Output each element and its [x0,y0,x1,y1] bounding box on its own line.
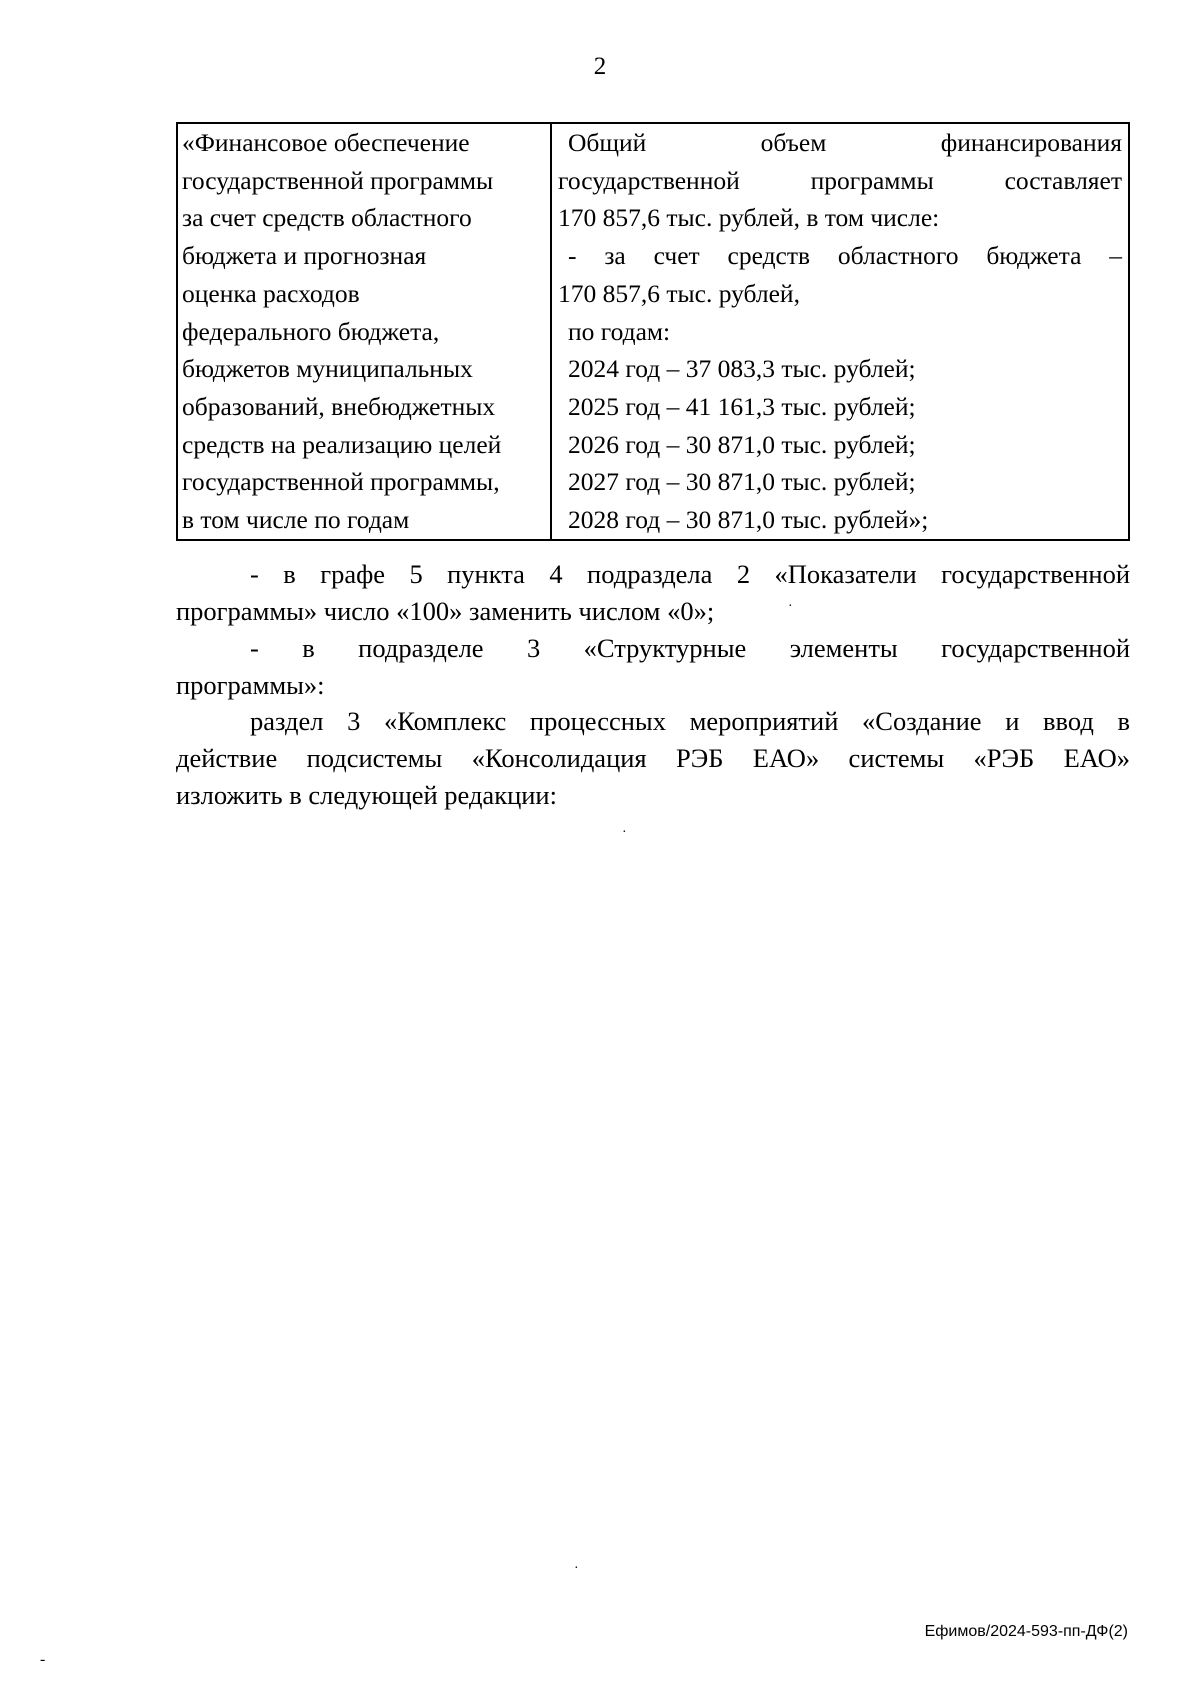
page-number: 2 [593,53,607,80]
amendment-paragraph-section [176,703,1130,814]
financing-table [176,122,1130,541]
label-line: государственной программы, [182,467,500,497]
label-line: государственной программы [182,165,494,195]
label-line: бюджетов муниципальных [182,354,473,384]
table-cell-label [177,123,551,540]
document-id: Ефимов/2024-593-пп-ДФ(2) [924,1623,1128,1640]
value-line: Общий объем финансирования [568,128,1122,157]
label-line: в том числе по годам [182,505,410,535]
value-line: 2024 год – 37 083,3 тыс. рублей; [568,354,916,384]
table-row [177,123,1129,540]
label-line: средств на реализацию целей [182,429,502,459]
value-line: 2025 год – 41 161,3 тыс. рублей; [568,391,916,421]
value-line: государственной программы составляет [558,165,1122,195]
scan-speck: · [788,599,793,614]
value-line: 170 857,6 тыс. рублей, [558,278,800,308]
value-line: 2027 год – 30 871,0 тыс. рублей; [568,467,916,497]
paragraph-line: изложить в следующей редакции: [176,780,557,810]
value-line: 170 857,6 тыс. рублей, в том числе: [558,203,940,233]
label-line: образований, внебюджетных [182,391,496,421]
scan-mark: - [40,1651,46,1668]
table-cell-value [551,123,1129,540]
label-line: за счет средств областного [182,203,472,233]
amendment-paragraph-indicators [176,556,1130,630]
value-line: 2026 год – 30 871,0 тыс. рублей; [568,429,916,459]
label-line: бюджета и прогнозная [182,241,427,271]
paragraph-line: - в графе 5 пункта 4 подраздела 2 «Показатели государственной [250,559,1130,589]
label-line: оценка расходов [182,278,360,308]
paragraph-line: программы» число «100» заменить числом «0»; [176,596,715,626]
value-line: по годам: [568,316,671,346]
value-line: 2028 год – 30 871,0 тыс. рублей»; [568,505,929,535]
label-line: федерального бюджета, [182,316,440,346]
label-line: «Финансовое обеспечение [182,128,470,157]
paragraph-line: раздел 3 «Комплекс процессных мероприятий «Создание и ввод в [250,706,1130,736]
paragraph-line: программы»: [176,670,325,700]
amendment-paragraph-structure [176,630,1130,704]
paragraph-line: - в подразделе 3 «Структурные элементы государственной [250,633,1130,663]
scan-speck: · [574,1561,579,1576]
paragraph-line: действие подсистемы «Консолидация РЭБ ЕАО» системы «РЭБ ЕАО» [176,743,1130,773]
value-line: - за счет средств областного бюджета – [568,241,1122,271]
scan-speck: · [622,825,627,840]
